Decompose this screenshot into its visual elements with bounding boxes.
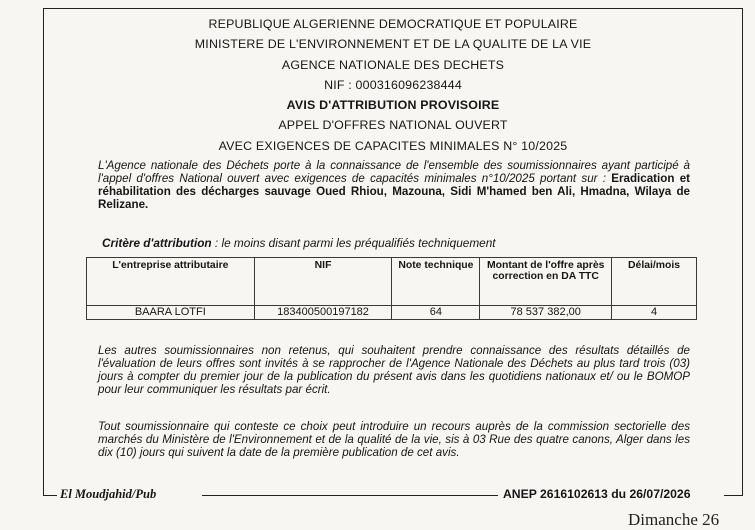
cell-amount: 78 537 382,00 [480,306,612,320]
attribution-criteria [102,236,702,250]
attribution-table [86,257,697,320]
frame-right-border [742,8,743,495]
footer-rule-middle [202,495,498,496]
footer-rule-right [724,495,743,496]
cell-nif: 183400500197182 [254,306,392,320]
criteria-text: : le moins disant parmi les préqualifiés techniquement [211,236,496,250]
header-ministry: MINISTERE DE L'ENVIRONNEMENT ET DE LA QUALITE DE LA VIE [194,37,592,51]
column-header-nif: NIF [254,258,392,306]
table-header-row [87,258,697,306]
notice-subtitle-capacities: AVEC EXIGENCES DE CAPACITES MINIMALES N° 10/2025 [218,139,568,153]
column-header-technical-score: Note technique [392,258,480,306]
intro-paragraph [98,159,690,211]
notice-subtitle: APPEL D'OFFRES NATIONAL OUVERT [278,118,508,132]
page-edge-text: Dimanche 26 [628,510,720,529]
column-header-company: L'entreprise attributaire [87,258,255,306]
intro-text: L'Agence nationale des Déchets porte à la connaissance de l'ensemble des soumissionnaires ayant participé à l'appel d'offres National ouvert avec exigences de capacités minimales n°10/2025 portant sur : [98,159,690,185]
column-header-amount: Montant de l'offre après correction en DA TTC [480,258,612,306]
cell-technical-score: 64 [392,306,480,320]
frame-top-border [43,8,743,9]
frame-left-border [43,8,44,495]
column-header-delay: Délai/mois [612,258,697,306]
header-agency: AGENCE NATIONALE DES DECHETS [281,58,505,72]
criteria-label: Critère d'attribution [102,236,212,250]
header-nif: NIF : 000316096238444 [324,78,462,92]
intro-object: Eradication et réhabilitation des décharges sauvage Oued Rhiou, Mazouna, Sidi M'hamed ben Ali, Hmadna, Wilaya de Relizane. [98,172,690,211]
cell-delay: 4 [612,306,697,320]
footer-anep-reference: ANEP 2616102613 du 26/07/2026 [503,487,691,501]
footer-rule-left [43,495,57,496]
table-row [87,306,697,320]
footer-publisher: El Moudjahid/Pub [60,487,157,501]
paragraph-other-bidders: Les autres soumissionnaires non retenus, qui souhaitent prendre connaissance des résultats détaillés de l'évaluation de leurs offres sont invités à se rapprocher de l'Agence Nationale des Déchets au plus tard trois (03) jours à compter du premier jour de la publication du présent avis dans les quotidiens nationaux et/ ou le BOMOP pour leur communiquer les résultats par écrit. [98,344,690,396]
notice-title: AVIS D'ATTRIBUTION PROVISOIRE [286,98,500,112]
paragraph-appeal: Tout soumissionnaire qui conteste ce choix peut introduire un recours auprès de la commission sectorielle des marchés du Ministère de l'Environnement et de la qualité de la vie, sis à 03 Rue des quatre canons, Alger dans les dix (10) jours qui suivent la date de la première publication de cet avis. [98,420,690,459]
cell-company: BAARA LOTFI [87,306,255,320]
header-republic: REPUBLIQUE ALGERIENNE DEMOCRATIQUE ET POPULAIRE [208,17,578,31]
